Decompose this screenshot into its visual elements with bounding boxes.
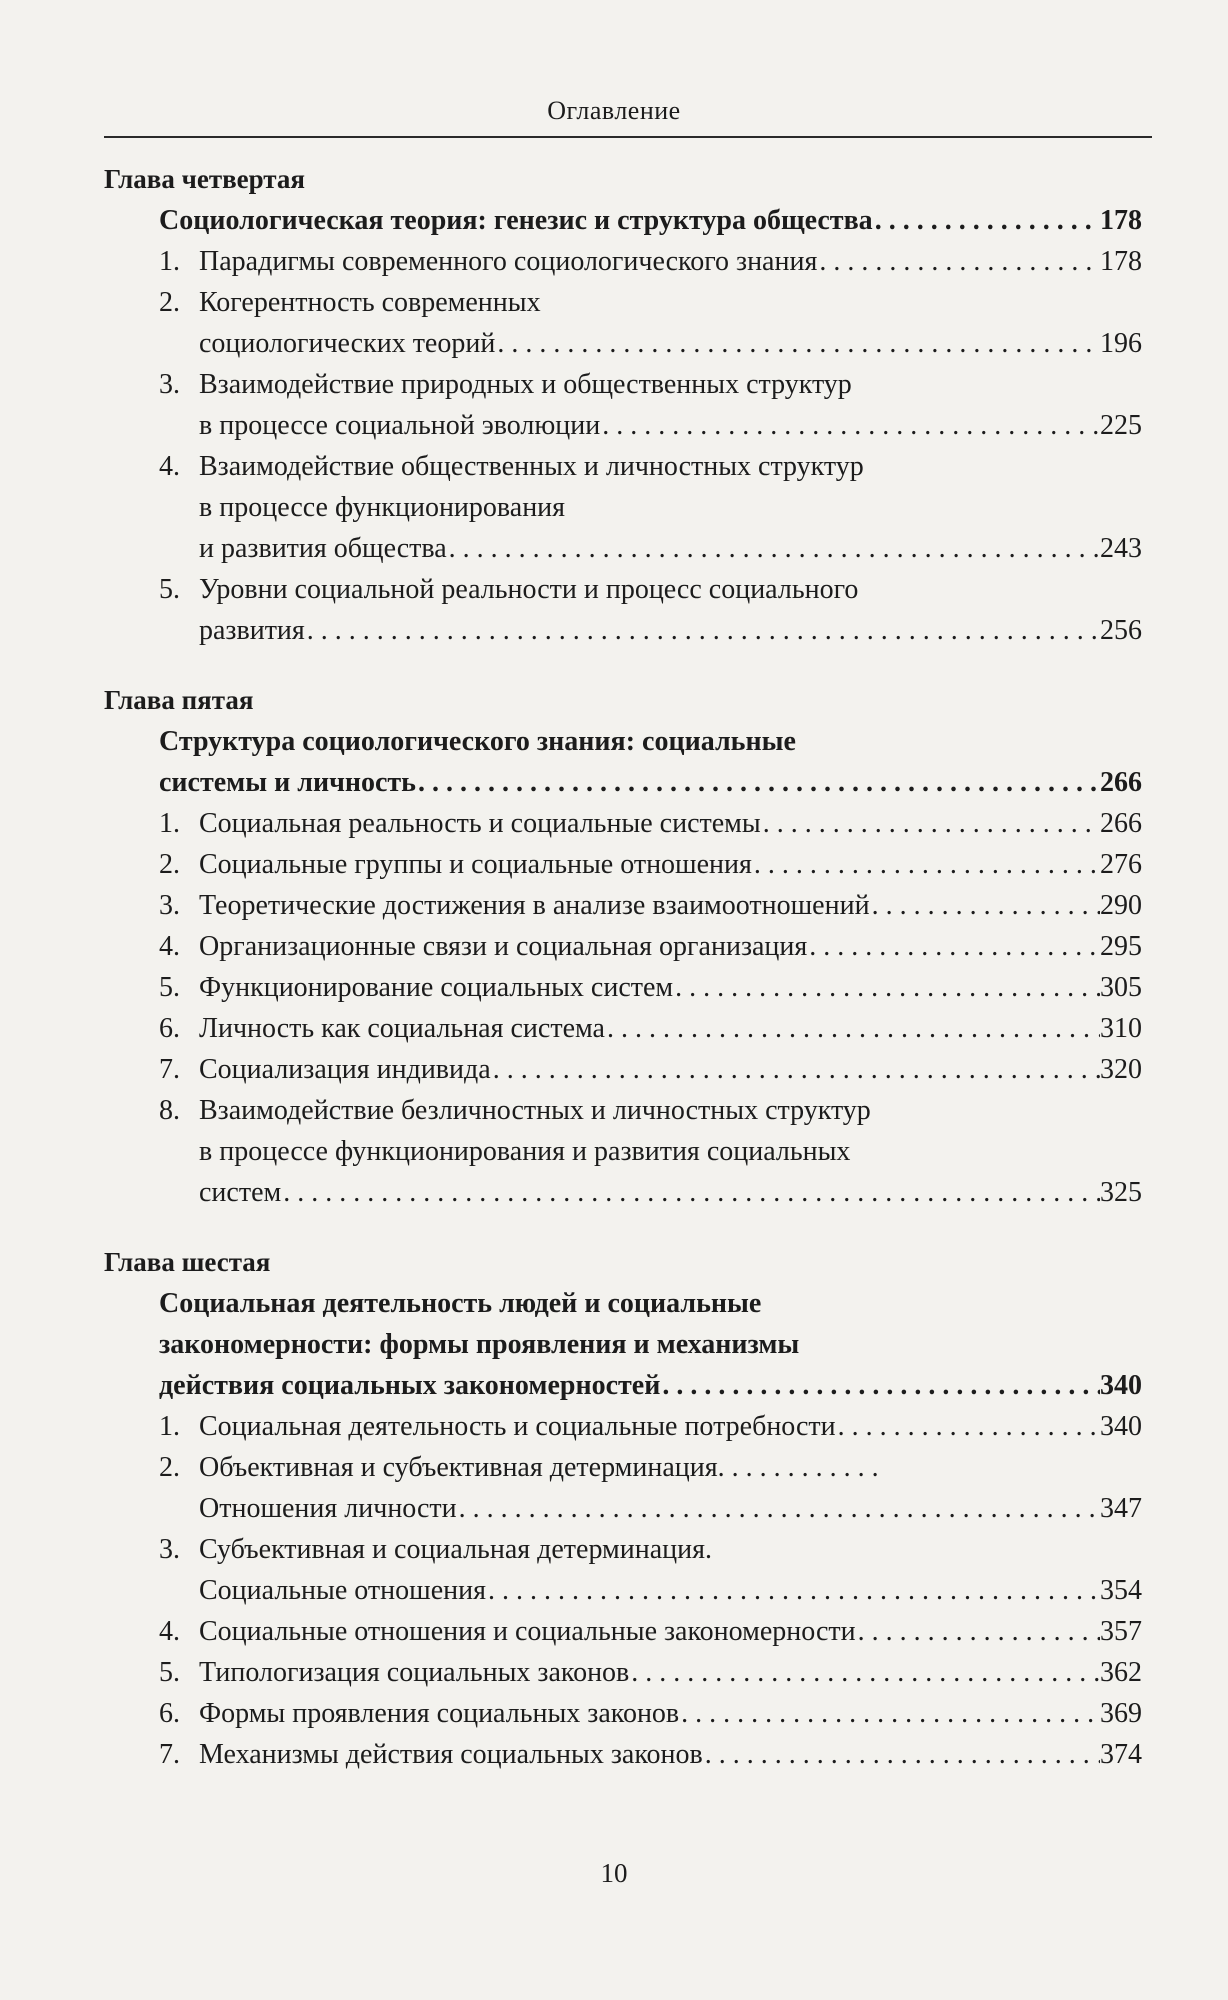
entry-body (199, 1734, 1142, 1775)
entry-last-line (199, 241, 1142, 282)
dot-leader (873, 200, 1100, 241)
entry-last-line (199, 1570, 1142, 1611)
entry-number: 5. (159, 574, 180, 605)
entry-text-line: в процессе функционирования (199, 492, 566, 523)
entry-text-line: закономерности: формы проявления и механизмы (159, 1329, 800, 1360)
page-ref: 196 (1100, 328, 1142, 359)
page-ref: 305 (1100, 972, 1142, 1003)
entry-number: 4. (159, 931, 180, 962)
table-of-contents (104, 158, 1142, 1803)
entry-last-line (199, 405, 1142, 446)
toc-entry (159, 282, 1142, 364)
entry-number: 3. (159, 369, 180, 400)
entry-text-line: Личность как социальная система (199, 1013, 605, 1044)
entry-last-line (199, 1172, 1142, 1213)
toc-entry (159, 1652, 1142, 1693)
dot-leader (491, 1049, 1100, 1090)
entry-number: 8. (159, 1095, 180, 1126)
dot-leader (416, 762, 1100, 803)
entry-body (199, 1090, 1142, 1213)
entry-last-line (159, 1365, 1142, 1406)
entry-body (199, 844, 1142, 885)
entry-number: 4. (159, 1616, 180, 1647)
entry-last-line (199, 1693, 1142, 1734)
dot-leader (605, 1008, 1100, 1049)
entry-body (199, 1008, 1142, 1049)
entry-last-line (199, 1488, 1142, 1529)
dot-leader (870, 885, 1100, 926)
entry-text-line: в процессе функционирования и развития социальных (199, 1136, 851, 1167)
entry-text-line: Социальная реальность и социальные системы (199, 808, 761, 839)
entry-body (199, 1652, 1142, 1693)
toc-entry (159, 1090, 1142, 1213)
entry-text-line: системы и личность (159, 767, 416, 798)
entry-text-line: Структура социологического знания: социальные (159, 726, 796, 757)
entry-body (199, 1447, 1142, 1529)
entry-last-line (199, 803, 1142, 844)
dot-leader (281, 1172, 1100, 1213)
dot-leader (660, 1365, 1100, 1406)
entry-text-line: Типологизация социальных законов (199, 1657, 630, 1688)
dot-leader (495, 323, 1100, 364)
dot-leader (856, 1611, 1100, 1652)
dot-leader (817, 241, 1100, 282)
entry-last-line (199, 844, 1142, 885)
entry-last-line (199, 1734, 1142, 1775)
toc-entry (159, 1529, 1142, 1611)
chapter-label: Глава четвертая (104, 164, 306, 194)
entry-body (199, 926, 1142, 967)
entry-last-line (199, 1611, 1142, 1652)
entry-text-line: Социальные отношения (199, 1575, 486, 1606)
entry-list (104, 241, 1142, 651)
entry-text-line: систем (199, 1177, 282, 1208)
page-ref: 290 (1100, 890, 1142, 921)
entry-text-line: Социологическая теория: генезис и структура общества (159, 205, 873, 236)
page-ref: 357 (1100, 1616, 1142, 1647)
entry-number: 6. (159, 1013, 180, 1044)
page-ref: 276 (1100, 849, 1142, 880)
entry-text-line: развития (199, 615, 305, 646)
toc-entry (159, 569, 1142, 651)
entry-body (199, 803, 1142, 844)
chapter-label: Глава пятая (104, 685, 254, 715)
toc-entry (159, 241, 1142, 282)
toc-entry (159, 1734, 1142, 1775)
page-ref: 178 (1100, 205, 1142, 236)
entry-body (199, 282, 1142, 364)
chapter-label: Глава шестая (104, 1247, 271, 1277)
entry-text-line: Взаимодействие природных и общественных структур (199, 369, 852, 400)
entry-text-line: Взаимодействие безличностных и личностных структур (199, 1095, 871, 1126)
page-ref: 266 (1100, 808, 1142, 839)
entry-text-line: Субъективная и социальная детерминация. (199, 1534, 712, 1565)
entry-last-line (199, 1652, 1142, 1693)
entry-last-line (199, 885, 1142, 926)
dot-leader (305, 610, 1100, 651)
entry-number: 7. (159, 1054, 180, 1085)
entry-text-line: Функционирование социальных систем (199, 972, 674, 1003)
page-ref: 362 (1100, 1657, 1142, 1688)
chapter-title (104, 1283, 1142, 1406)
entry-body (199, 569, 1142, 651)
entry-number: 3. (159, 890, 180, 921)
page-ref: 320 (1100, 1054, 1142, 1085)
entry-last-line (199, 610, 1142, 651)
entry-number: 2. (159, 849, 180, 880)
entry-body (199, 446, 1142, 569)
page-ref: 178 (1100, 246, 1142, 277)
toc-entry (159, 885, 1142, 926)
entry-text-line: Парадигмы современного социологического знания (199, 246, 818, 277)
dot-leader (761, 803, 1100, 844)
entry-text-line: в процессе социальной эволюции (199, 410, 601, 441)
entry-text-line: Уровни социальной реальности и процесс социального (199, 574, 859, 605)
page-ref: 354 (1100, 1575, 1142, 1606)
entry-text-line: Социальная деятельность и социальные потребности (199, 1411, 836, 1442)
entry-text-line: Социальные группы и социальные отношения (199, 849, 752, 880)
dot-leader (836, 1406, 1100, 1447)
entry-last-line (199, 1406, 1142, 1447)
entry-body (199, 1611, 1142, 1652)
entry-text-line: Социальные отношения и социальные закономерности (199, 1616, 856, 1647)
toc-entry (159, 1406, 1142, 1447)
entry-number: 5. (159, 972, 180, 1003)
entry-last-line (199, 926, 1142, 967)
entry-number: 1. (159, 808, 180, 839)
entry-body (199, 1406, 1142, 1447)
chapter-section (104, 679, 1142, 1213)
toc-entry (159, 1693, 1142, 1734)
entry-body (199, 1693, 1142, 1734)
entry-last-line (199, 528, 1142, 569)
entry-text-line: Организационные связи и социальная организация (199, 931, 808, 962)
entry-body (199, 1049, 1142, 1090)
dot-leader (629, 1652, 1100, 1693)
entry-text-line: действия социальных закономерностей (159, 1370, 661, 1401)
page-ref: 340 (1100, 1370, 1142, 1401)
entry-body (199, 364, 1142, 446)
entry-last-line (159, 200, 1142, 241)
chapter-section (104, 158, 1142, 651)
entry-text-line: Формы проявления социальных законов (199, 1698, 680, 1729)
page-ref: 225 (1100, 410, 1142, 441)
page-ref: 369 (1100, 1698, 1142, 1729)
entry-list (104, 1406, 1142, 1775)
entry-text-line: Социализация индивида (199, 1054, 491, 1085)
dot-leader (457, 1488, 1100, 1529)
entry-body (199, 1529, 1142, 1611)
dot-leader (679, 1693, 1100, 1734)
entry-text-line: Взаимодействие общественных и личностных структур (199, 451, 864, 482)
entry-number: 2. (159, 1452, 180, 1483)
entry-number: 3. (159, 1534, 180, 1565)
entry-number: 2. (159, 287, 180, 318)
entry-text-line: Социальная деятельность людей и социальные (159, 1288, 762, 1319)
entry-text-line: и развития общества (199, 533, 447, 564)
entry-last-line (159, 762, 1142, 803)
entry-last-line (199, 967, 1142, 1008)
entry-number: 5. (159, 1657, 180, 1688)
toc-entry (159, 1447, 1142, 1529)
entry-list (104, 803, 1142, 1213)
header-rule (104, 136, 1152, 138)
dot-leader (486, 1570, 1100, 1611)
entry-text-line: Механизмы действия социальных законов (199, 1739, 703, 1770)
page-ref: 256 (1100, 615, 1142, 646)
dot-leader (600, 405, 1100, 446)
entry-body (199, 885, 1142, 926)
entry-number: 6. (159, 1698, 180, 1729)
page-ref: 243 (1100, 533, 1142, 564)
page-ref: 310 (1100, 1013, 1142, 1044)
toc-entry (159, 1008, 1142, 1049)
page-ref: 340 (1100, 1411, 1142, 1442)
toc-entry (159, 926, 1142, 967)
entry-text-line: Объективная и субъективная детерминация. . . . . . . . . . . . (199, 1452, 879, 1483)
dot-leader (703, 1734, 1100, 1775)
dot-leader (807, 926, 1100, 967)
entry-body (199, 241, 1142, 282)
page-ref: 266 (1100, 767, 1142, 798)
page-number: 10 (600, 1858, 628, 1888)
dot-leader (752, 844, 1100, 885)
toc-entry (159, 364, 1142, 446)
entry-number: 1. (159, 1411, 180, 1442)
entry-number: 7. (159, 1739, 180, 1770)
running-header: Оглавление (547, 96, 681, 125)
toc-entry (159, 1049, 1142, 1090)
entry-number: 4. (159, 451, 180, 482)
entry-last-line (199, 1049, 1142, 1090)
toc-entry (159, 803, 1142, 844)
entry-body (199, 967, 1142, 1008)
chapter-title (104, 200, 1142, 241)
entry-last-line (199, 1008, 1142, 1049)
dot-leader (447, 528, 1100, 569)
entry-number: 1. (159, 246, 180, 277)
entry-text-line: Когерентность современных (199, 287, 541, 318)
entry-text-line: Отношения личности (199, 1493, 457, 1524)
chapter-section (104, 1241, 1142, 1775)
toc-entry (159, 967, 1142, 1008)
dot-leader (673, 967, 1100, 1008)
entry-text-line: Теоретические достижения в анализе взаимоотношений (199, 890, 870, 921)
toc-entry (159, 844, 1142, 885)
page-ref: 347 (1100, 1493, 1142, 1524)
page-ref: 374 (1100, 1739, 1142, 1770)
page-ref: 325 (1100, 1177, 1142, 1208)
toc-entry (159, 1611, 1142, 1652)
chapter-title (104, 721, 1142, 803)
toc-entry (159, 446, 1142, 569)
entry-last-line (199, 323, 1142, 364)
page-ref: 295 (1100, 931, 1142, 962)
entry-text-line: социологических теорий (199, 328, 496, 359)
